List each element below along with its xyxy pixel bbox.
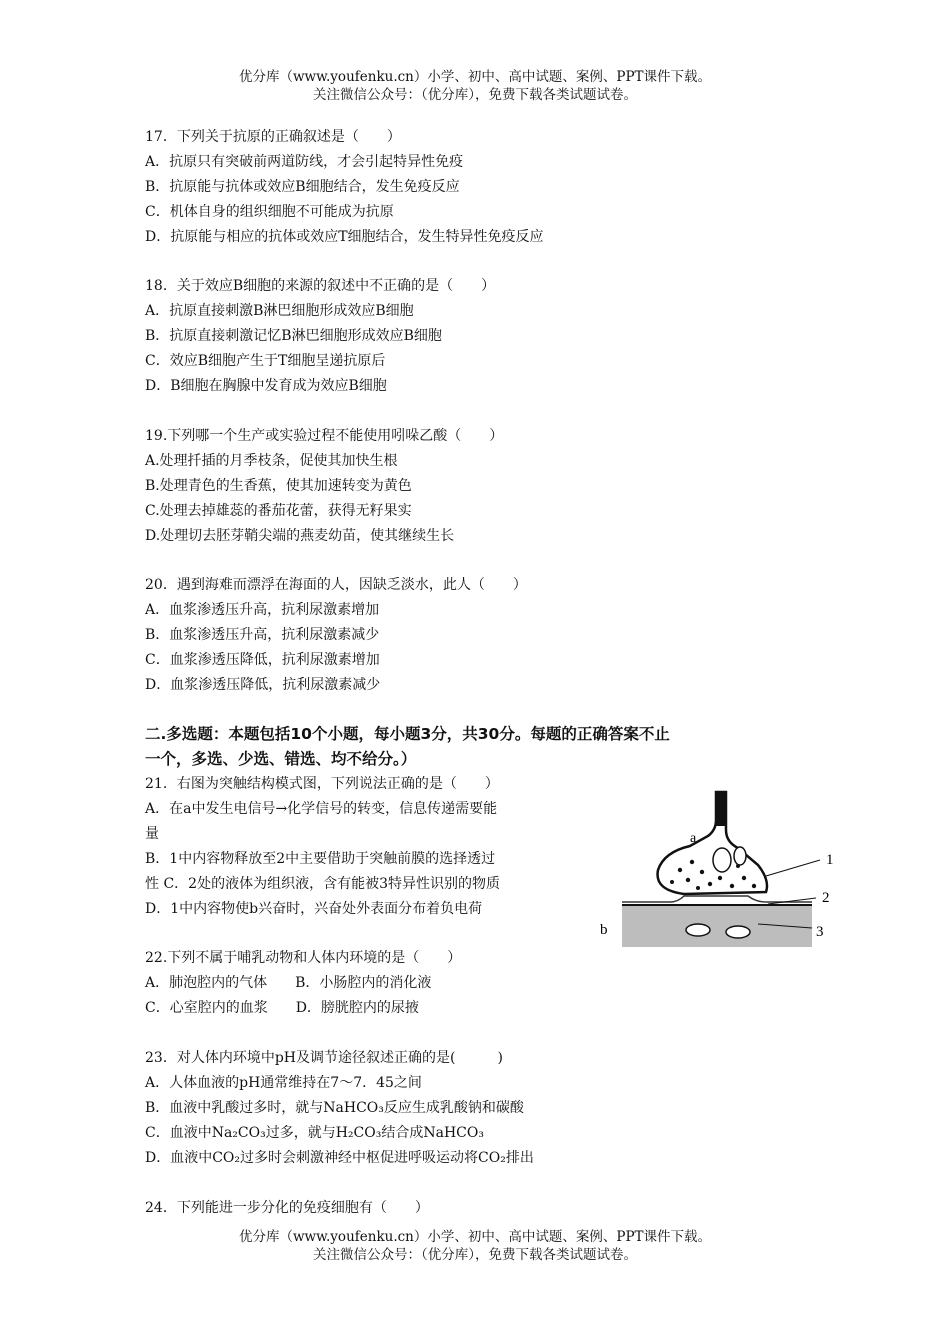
option-b: B．1中内容物释放至2中主要借助于突触前膜的选择透过 [145, 851, 496, 867]
option-a: A．在a中发生电信号→化学信号的转变，信息传递需要能 [145, 801, 498, 817]
question-stem: 20．遇到海难而漂浮在海面的人，因缺乏淡水，此人（ ） [145, 577, 527, 593]
question-22 [145, 946, 825, 1021]
label-2: 2 [822, 890, 830, 906]
option-a: A．血浆渗透压升高，抗利尿激素增加 [145, 602, 380, 618]
label-1: 1 [826, 852, 834, 868]
option-c: C．血液中Na₂CO₃过多，就与H₂CO₃结合成NaHCO₃ [145, 1125, 484, 1141]
question-stem: 23．对人体内环境中pH及调节途径叙述正确的是( ) [145, 1050, 503, 1066]
page-header [0, 68, 950, 104]
receptor [726, 926, 750, 938]
mitochondrion [734, 847, 746, 865]
header-line-2: 关注微信公众号：（优分库），免费下载各类试题试卷。 [313, 87, 637, 103]
label-b: b [600, 922, 608, 938]
option-a: A．人体血液的pH通常维持在7～7．45之间 [145, 1075, 422, 1091]
option-a: A.处理扦插的月季枝条，促使其加快生根 [145, 453, 398, 469]
option-b: B．抗原直接刺激记忆B淋巴细胞形成效应B细胞 [145, 328, 442, 344]
option-c: C．血浆渗透压降低，抗利尿激素增加 [145, 652, 380, 668]
question-stem: 18．关于效应B细胞的来源的叙述中不正确的是（ ） [145, 278, 496, 294]
leader-line-2 [768, 898, 816, 904]
options-a-b: A．肺泡腔内的气体 B．小肠腔内的消化液 [145, 975, 432, 991]
synapse-diagram [598, 790, 848, 950]
option-a: A．抗原只有突破前两道防线，才会引起特异性免疫 [145, 154, 464, 170]
section-heading [145, 722, 825, 772]
question-stem: 24．下列能进一步分化的免疫细胞有（ ） [145, 1200, 429, 1216]
option-d: D．血液中CO₂过多时会刺激神经中枢促进呼吸运动将CO₂排出 [145, 1150, 534, 1166]
presynaptic-terminal [658, 792, 767, 894]
question-19 [145, 424, 825, 549]
option-b: B．血浆渗透压升高，抗利尿激素减少 [145, 627, 380, 643]
option-b: B．抗原能与抗体或效应B细胞结合，发生免疫反应 [145, 179, 460, 195]
synaptic-cleft [622, 896, 812, 902]
question-stem: 19.下列哪一个生产或实验过程不能使用吲哚乙酸（ ） [145, 428, 504, 444]
option-d: D．抗原能与相应的抗体或效应T细胞结合，发生特异性免疫反应 [145, 229, 544, 245]
page-footer [0, 1228, 950, 1264]
receptor [686, 924, 710, 936]
axon [716, 792, 726, 826]
header-line-1: 优分库（www.youfenku.cn）小学、初中、高中试题、案例、PPT课件下载。 [238, 69, 712, 85]
option-d: D．1中内容物使b兴奋时，兴奋处外表面分布着负电荷 [145, 901, 483, 917]
question-23 [145, 1046, 825, 1171]
footer-line-2: 关注微信公众号：（优分库），免费下载各类试题试卷。 [313, 1247, 637, 1263]
footer-line-1: 优分库（www.youfenku.cn）小学、初中、高中试题、案例、PPT课件下载。 [238, 1229, 712, 1245]
question-20 [145, 573, 825, 698]
question-18 [145, 274, 825, 399]
option-b-c: 性 C．2处的液体为组织液，含有能被3特异性识别的物质 [145, 876, 500, 892]
question-stem: 17．下列关于抗原的正确叙述是（ ） [145, 129, 401, 145]
option-c: C．效应B细胞产生于T细胞呈递抗原后 [145, 353, 386, 369]
option-d: D．B细胞在胸腺中发育成为效应B细胞 [145, 378, 387, 394]
option-c: C．机体自身的组织细胞不可能成为抗原 [145, 204, 394, 220]
option-d: D.处理切去胚芽鞘尖端的燕麦幼苗，使其继续生长 [145, 528, 455, 544]
question-17 [145, 125, 825, 250]
section-line-2: 一个，多选、少选、错选、均不给分。） [145, 750, 417, 768]
question-stem: 22.下列不属于哺乳动物和人体内环境的是（ ） [145, 950, 462, 966]
question-stem: 21．右图为突触结构模式图，下列说法正确的是（ ） [145, 776, 499, 792]
section-line-1: 二.多选题：本题包括10个小题，每小题3分，共30分。每题的正确答案不止 [145, 725, 670, 743]
option-c: C.处理去掉雄蕊的番茄花蕾，获得无籽果实 [145, 503, 412, 519]
option-b: B.处理青色的生香蕉，使其加速转变为黄色 [145, 478, 412, 494]
option-a-cont: 量 [145, 826, 159, 842]
option-d: D．血浆渗透压降低，抗利尿激素减少 [145, 677, 381, 693]
option-b: B．血液中乳酸过多时，就与NaHCO₃反应生成乳酸钠和碳酸 [145, 1100, 524, 1116]
question-21 [145, 772, 595, 922]
label-3: 3 [816, 924, 824, 940]
label-a: a [690, 831, 697, 846]
mitochondrion [713, 848, 731, 872]
question-24 [145, 1196, 825, 1221]
leader-line-1 [766, 860, 820, 876]
options-c-d: C．心室腔内的血浆 D．膀胱腔内的尿掖 [145, 1000, 419, 1016]
option-a: A．抗原直接刺激B淋巴细胞形成效应B细胞 [145, 303, 414, 319]
